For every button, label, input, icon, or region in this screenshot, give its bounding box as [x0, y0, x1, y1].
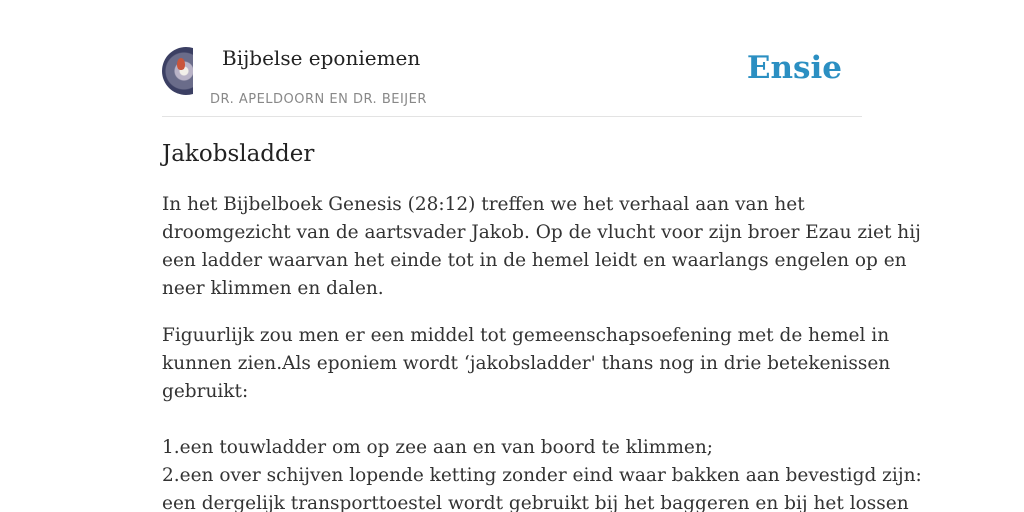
text-line: In het Bijbelboek Genesis (28:12) treffen we het verhaal aan van het: [162, 194, 805, 215]
book-title[interactable]: Bijbelse eponiemen: [222, 46, 421, 70]
list-item-continuation: een dergelijk transporttoestel wordt gebruikt bij het baggeren en bij het lossen: [162, 493, 909, 512]
header: [162, 0, 862, 117]
book-author[interactable]: DR. APELDOORN EN DR. BEIJER: [210, 92, 427, 107]
article: [162, 134, 922, 512]
list-item: 1.een touwladder om op zee aan en van boord te klimmen;: [162, 437, 713, 458]
paragraph-intro: [162, 191, 921, 303]
page: [162, 0, 922, 512]
list-item: 2.een over schijven lopende ketting zonder eind waar bakken aan bevestigd zijn:: [162, 465, 922, 486]
article-title: Jakobsladder: [162, 141, 315, 167]
candle-flame-icon: [177, 58, 185, 70]
paragraph-meanings: [162, 322, 922, 512]
text-line: droomgezicht van de aartsvader Jakob. Op de vlucht voor zijn broer Ezau ziet hij: [162, 222, 921, 243]
text-line: kunnen zien.Als eponiem wordt ‘jakobsladder' thans nog in drie betekenissen: [162, 353, 891, 374]
text-line: gebruikt:: [162, 381, 249, 402]
brand-logo[interactable]: Ensie: [746, 50, 842, 86]
book-cover-avatar[interactable]: [162, 47, 193, 95]
text-line: neer klimmen en dalen.: [162, 278, 384, 299]
book-cover-candle-icon: [162, 47, 193, 95]
text-line: Figuurlijk zou men er een middel tot gemeenschapsoefening met de hemel in: [162, 325, 890, 346]
text-line: een ladder waarvan het einde tot in de hemel leidt en waarlangs engelen op en: [162, 250, 907, 271]
